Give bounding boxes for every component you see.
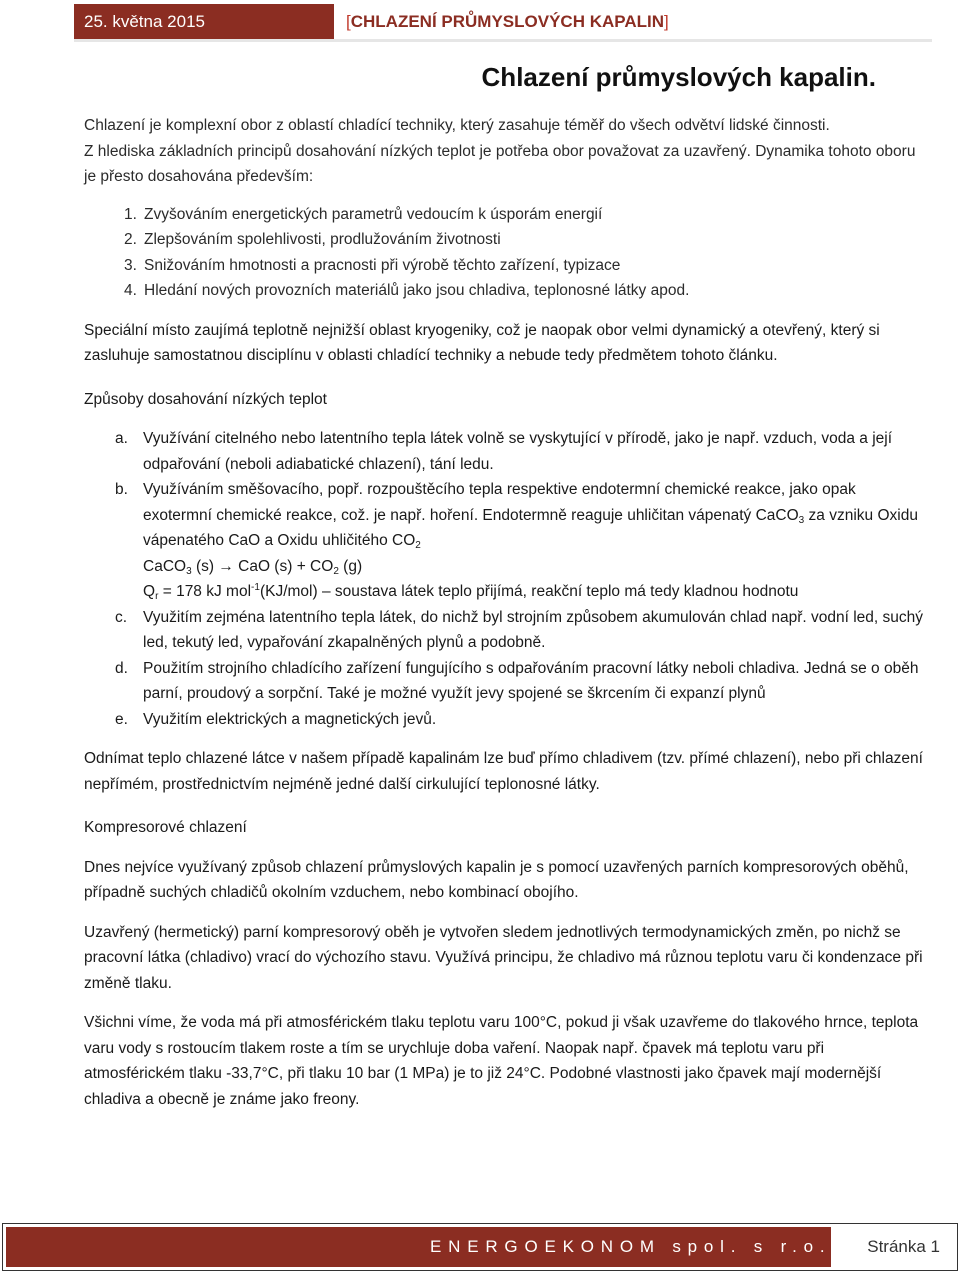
numbered-list xyxy=(84,202,924,304)
header-title-open-bracket: [ xyxy=(346,12,351,31)
list-item-marker: a. xyxy=(115,430,128,447)
heat-subscript: r xyxy=(155,591,159,602)
reaction-description xyxy=(143,477,924,554)
list-item-text: Snižováním hmotnosti a pracnosti při výrobě těchto zařízení, typizace xyxy=(144,256,621,274)
cryogenics-paragraph: Speciální místo zaujímá teplotně nejnižší oblast kryogeniky, což je naopak obor velmi dynamický a otevřený, který si zasluhuje samostatnou disciplínu v oblasti chladící techniky a nebude tedy předmětem tohoto článku. xyxy=(84,321,880,364)
reaction-text-1: Využíváním směšovacího, popř. rozpouštěcího tepla respektive endotermní chemické reakce, jako opak exotermní chemické reakce, což. je např. hoření. Endotermně reaguje uhličitan vápenatý CaCO xyxy=(143,481,856,524)
method-item-e xyxy=(84,707,924,733)
list-item xyxy=(124,202,924,228)
section-heading-compressor: Kompresorové chlazení xyxy=(84,819,247,836)
subscript-3: 3 xyxy=(186,565,192,577)
list-item-text: Zvyšováním energetických parametrů vedoucím k úsporám energií xyxy=(144,205,603,223)
heat-exponent: -1 xyxy=(251,582,260,593)
heat-value: = 178 kJ mol xyxy=(158,583,252,600)
list-item xyxy=(124,227,924,253)
reaction-equation xyxy=(143,554,924,580)
reaction-text-2: za vzniku Oxidu vápenatého CaO a Oxidu uhličitého CO xyxy=(143,506,918,549)
compressor-paragraph-2: Uzavřený (hermetický) parní kompresorový oběh je vytvořen sledem jednotlivých termodynamických změn, po nichž se pracovní látka (chladivo) vrací do výchozího stavu. Využívá principu, že chladivo má různou teplotu varu či kondenzace při změně tlaku. xyxy=(84,923,923,992)
list-item-marker: c. xyxy=(115,608,128,626)
method-item-d xyxy=(84,656,924,707)
header-title xyxy=(336,4,932,39)
list-item-text: Využitím zejména latentního tepla látek, do nichž byl strojním způsobem akumulován chlad např. vodní led, suchý led, tekutý led, vypařování zkapalněných plynů a podobně. xyxy=(143,608,924,651)
subscript-3: 3 xyxy=(798,514,805,526)
list-item-marker: b. xyxy=(115,481,128,498)
page-number: Stránka 1 xyxy=(867,1237,940,1256)
list-item-number: 3. xyxy=(124,256,137,274)
equation-products: (s) → CaO (s) + CO xyxy=(191,557,334,575)
footer-company: ENERGOEKONOM spol. s r.o. xyxy=(6,1227,831,1267)
compressor-paragraph-1: Dnes nejvíce využívaný způsob chlazení průmyslových kapalin je s pomocí uzavřených parních kompresorových oběhů, případně suchých chladičů okolním vzduchem, nebo kombinací obojího. xyxy=(84,858,909,901)
section-heading-methods: Způsoby dosahování nízkých teplot xyxy=(84,390,327,408)
list-item-number: 1. xyxy=(124,205,137,223)
equation-reactant: CaCO xyxy=(143,557,187,575)
heat-symbol: Q xyxy=(143,583,156,600)
list-item-text: Hledání nových provozních materiálů jako jsou chladiva, teplonosné látky apod. xyxy=(144,282,690,299)
list-item-marker: d. xyxy=(115,659,128,677)
list-item-body xyxy=(143,477,924,605)
list-item xyxy=(124,278,924,304)
document-title: Chlazení průmyslových kapalin. xyxy=(481,62,876,92)
intro-line-1: Chlazení je komplexní obor z oblastí chladící techniky, který zasahuje téměř do všech odvětví lidské činnosti. xyxy=(84,117,830,134)
methods-list xyxy=(84,426,924,732)
compressor-paragraph-3: Všichni víme, že voda má při atmosférickém tlaku teplotu varu 100°C, pokud ji však uzavřeme do tlakového hrnce, teplota varu vody s rostoucím tlakem roste a tím se urychluje doba vaření. Naopak např. čpavek má teplotu varu při atmosférickém tlaku -33,7°C, při tlaku 10 bar (1 MPa) je to již 24°C. Podobné vlastnosti jako čpavek mají modernější chladiva a obecně je známe jako freony. xyxy=(84,1014,919,1108)
equation-state: (g) xyxy=(338,557,363,575)
list-item-text: Využitím elektrických a magnetických jevů. xyxy=(143,710,437,728)
list-item-number: 4. xyxy=(124,282,137,299)
page-footer xyxy=(6,1227,954,1267)
header-title-close-bracket: ] xyxy=(663,12,669,31)
subscript-2: 2 xyxy=(415,540,421,551)
page-header xyxy=(74,4,932,42)
header-title-text: CHLAZENÍ PRŮMYSLOVÝCH KAPALIN xyxy=(350,12,664,31)
method-item-c xyxy=(84,605,924,656)
document-body xyxy=(84,113,924,1112)
method-item-a xyxy=(84,426,924,477)
reaction-heat xyxy=(143,579,924,605)
method-item-b xyxy=(84,477,924,605)
list-item-text: Zlepšováním spolehlivosti, prodlužováním životnosti xyxy=(144,231,501,248)
intro-paragraph xyxy=(84,113,924,190)
list-item-text: Využívání citelného nebo latentního tepla látek volně se vyskytující v přírodě, jako je např. vzduch, voda a její odpařování (neboli adiabatické chlazení), tání ledu. xyxy=(143,430,893,473)
heat-removal-paragraph: Odnímat teplo chlazené látce v našem případě kapalinám lze buď přímo chladivem (tzv. přímé chlazení), nebo při chlazení nepřímém, prostřednictvím nejméně jedné další cirkulující teplonosné látky. xyxy=(84,750,923,793)
subscript-2: 2 xyxy=(333,565,339,577)
list-item-marker: e. xyxy=(115,710,128,728)
list-item-text: Použitím strojního chladícího zařízení fungujícího s odpařováním pracovní látky neboli chladiva. Jedná se o oběh parní, proudový a sorpční. Také je možné využít jevy spojené se škrcením či expanzí plynů xyxy=(143,659,919,702)
list-item xyxy=(124,253,924,279)
list-item-number: 2. xyxy=(124,231,137,248)
intro-line-2: Z hlediska základních principů dosahování nízkých teplot je potřeba obor považovat za uzavřený. Dynamika tohoto oboru je přesto dosahována především: xyxy=(84,142,916,185)
heat-description: (KJ/mol) – soustava látek teplo přijímá, reakční teplo má tedy kladnou hodnotu xyxy=(259,583,799,600)
header-date: 25. května 2015 xyxy=(74,4,334,39)
